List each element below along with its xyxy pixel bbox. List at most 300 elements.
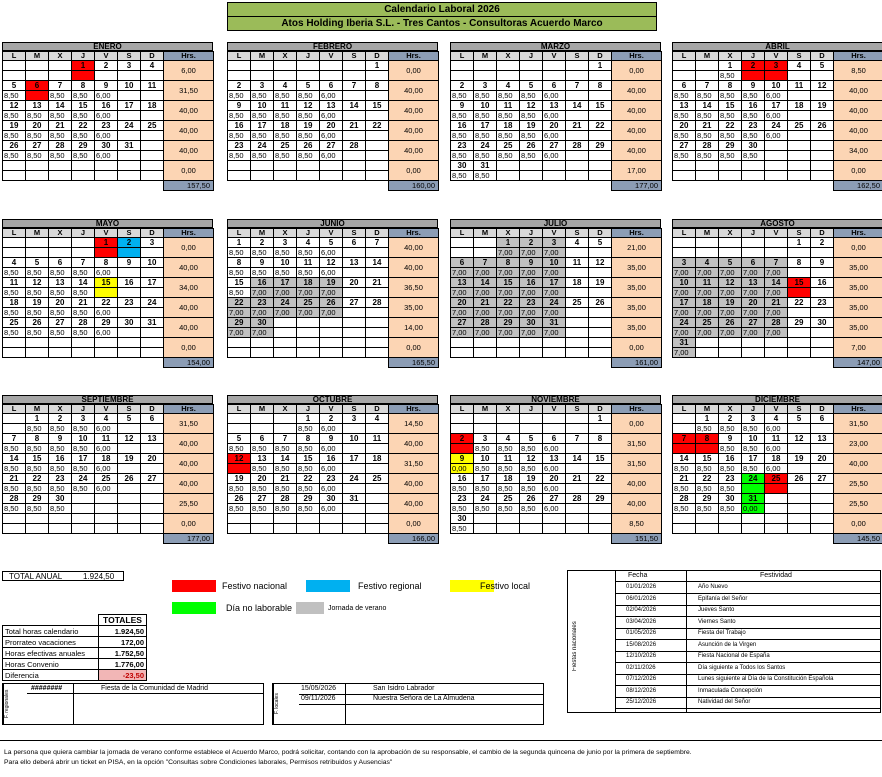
national-date: 07/12/2026 <box>626 676 657 682</box>
day-number: 6 <box>811 414 834 424</box>
day-number: 13 <box>49 278 72 288</box>
month-total: 154,00 <box>164 358 214 368</box>
day-hours <box>228 524 251 534</box>
day-hours: 7,00 <box>228 308 251 318</box>
day-number <box>520 514 543 524</box>
day-header: L <box>451 52 474 61</box>
month-total: 147,00 <box>834 358 882 368</box>
day-number <box>719 514 742 524</box>
day-header: J <box>72 52 95 61</box>
totales-value: 1.752,50 <box>99 648 147 659</box>
day-number: 16 <box>95 101 118 111</box>
day-hours <box>26 524 49 534</box>
day-hours <box>566 288 589 298</box>
day-number: 20 <box>451 298 474 308</box>
day-number <box>589 161 612 171</box>
day-hours <box>811 308 834 318</box>
day-hours <box>811 131 834 141</box>
day-number <box>696 161 719 171</box>
day-hours: 8,50 <box>72 328 95 338</box>
day-number <box>742 514 765 524</box>
day-number: 12 <box>3 101 26 111</box>
day-hours: 8,50 <box>49 131 72 141</box>
day-header: X <box>49 229 72 238</box>
month-title: JULIO <box>450 219 661 228</box>
week-hours: 40,00 <box>834 101 882 121</box>
day-hours <box>366 91 389 101</box>
week-hours: 14,00 <box>389 318 439 338</box>
day-hours: 8,50 <box>26 328 49 338</box>
day-hours: 8,50 <box>719 111 742 121</box>
day-hours <box>566 464 589 474</box>
day-hours: 7,00 <box>274 308 297 318</box>
day-hours <box>26 348 49 358</box>
day-hours: 8,50 <box>72 464 95 474</box>
day-header: J <box>742 405 765 414</box>
day-hours <box>72 171 95 181</box>
day-number <box>343 161 366 171</box>
week-hours: 40,00 <box>164 298 214 318</box>
day-number: 19 <box>26 298 49 308</box>
day-number: 16 <box>451 121 474 131</box>
day-number <box>141 141 164 151</box>
national-date: 02/04/2026 <box>626 607 657 613</box>
day-number: 10 <box>742 434 765 444</box>
day-hours <box>474 424 497 434</box>
week-hours: 0,00 <box>612 338 662 358</box>
day-hours <box>320 171 343 181</box>
day-hours <box>95 248 118 258</box>
day-number <box>26 338 49 348</box>
day-hours: 8,50 <box>696 91 719 101</box>
day-hours: 8,50 <box>49 444 72 454</box>
day-number: 3 <box>274 238 297 248</box>
day-hours <box>343 268 366 278</box>
day-hours <box>118 91 141 101</box>
day-hours: 8,50 <box>719 91 742 101</box>
day-number: 24 <box>474 141 497 151</box>
day-hours: 6,00 <box>543 484 566 494</box>
day-hours <box>343 91 366 101</box>
day-number <box>228 414 251 424</box>
day-number: 28 <box>765 318 788 328</box>
day-number <box>673 161 696 171</box>
day-hours <box>49 171 72 181</box>
day-hours <box>742 171 765 181</box>
day-header: J <box>72 405 95 414</box>
day-number: 17 <box>765 101 788 111</box>
day-number <box>719 338 742 348</box>
day-number <box>49 514 72 524</box>
day-number: 17 <box>343 454 366 464</box>
day-number: 26 <box>811 121 834 131</box>
day-hours <box>141 111 164 121</box>
day-number: 16 <box>251 278 274 288</box>
day-header: V <box>95 52 118 61</box>
month-title: ABRIL <box>672 42 882 51</box>
day-hours <box>72 504 95 514</box>
national-side-label: Fiestas nacionales <box>572 621 578 671</box>
day-hours: 8,50 <box>742 424 765 434</box>
day-number <box>474 338 497 348</box>
day-hours <box>118 424 141 434</box>
day-number: 22 <box>696 474 719 484</box>
day-hours <box>589 308 612 318</box>
day-hours <box>141 424 164 434</box>
day-number: 27 <box>543 494 566 504</box>
day-hours: 8,50 <box>497 464 520 474</box>
day-hours <box>274 524 297 534</box>
day-number: 4 <box>497 434 520 444</box>
day-number <box>520 161 543 171</box>
day-hours: 7,00 <box>497 248 520 258</box>
day-header: L <box>673 229 696 238</box>
day-number: 6 <box>251 434 274 444</box>
day-hours <box>589 328 612 338</box>
day-header: V <box>320 405 343 414</box>
day-number <box>49 238 72 248</box>
day-number: 31 <box>343 494 366 504</box>
national-name: Natividad del Señor <box>698 699 751 705</box>
week-hours: 40,00 <box>834 81 882 101</box>
day-hours <box>95 504 118 514</box>
day-number: 8 <box>497 258 520 268</box>
day-number <box>26 161 49 171</box>
day-hours <box>141 308 164 318</box>
month-julio <box>450 219 661 388</box>
day-number: 15 <box>589 454 612 464</box>
day-hours: 7,00 <box>543 328 566 338</box>
day-hours: 8,50 <box>49 151 72 161</box>
day-header: V <box>320 52 343 61</box>
day-number: 28 <box>49 141 72 151</box>
day-hours <box>118 484 141 494</box>
day-hours <box>95 524 118 534</box>
day-hours: 7,00 <box>765 328 788 338</box>
day-hours <box>320 524 343 534</box>
day-hours: 8,50 <box>274 484 297 494</box>
day-header: X <box>274 405 297 414</box>
totales-value: 172,00 <box>99 637 147 648</box>
day-hours: 7,00 <box>251 328 274 338</box>
day-number <box>742 338 765 348</box>
day-number: 5 <box>228 434 251 444</box>
day-number <box>366 141 389 151</box>
day-hours: 8,50 <box>451 171 474 181</box>
day-hours <box>141 91 164 101</box>
day-hours <box>228 171 251 181</box>
national-date: 15/08/2026 <box>626 641 657 648</box>
day-hours: 8,50 <box>26 111 49 121</box>
day-hours <box>118 464 141 474</box>
day-number: 21 <box>566 121 589 131</box>
day-hours <box>118 131 141 141</box>
day-number: 1 <box>95 238 118 248</box>
day-hours: 6,00 <box>95 131 118 141</box>
national-date: 12/10/2026 <box>626 653 657 659</box>
day-hours: 8,50 <box>719 444 742 454</box>
month-total: 151,50 <box>612 534 662 544</box>
day-hours <box>765 71 788 81</box>
day-number: 2 <box>719 414 742 424</box>
day-header: S <box>343 405 366 414</box>
month-table <box>2 51 214 191</box>
month-title: DICIEMBRE <box>672 395 882 404</box>
day-number: 2 <box>118 238 141 248</box>
day-number <box>543 161 566 171</box>
day-number: 6 <box>673 81 696 91</box>
day-number: 8 <box>72 81 95 91</box>
day-hours: 8,50 <box>742 151 765 161</box>
month-table <box>672 404 882 544</box>
day-hours <box>811 268 834 278</box>
month-table <box>227 228 439 368</box>
totales-diferencia-value: -23,50 <box>99 670 147 681</box>
day-header: L <box>3 52 26 61</box>
day-number: 8 <box>589 434 612 444</box>
week-hours: 31,50 <box>612 434 662 454</box>
day-number: 19 <box>719 298 742 308</box>
day-hours: 8,50 <box>520 151 543 161</box>
day-number <box>343 514 366 524</box>
day-hours <box>26 91 49 101</box>
national-name: Viernes Santo <box>698 618 736 625</box>
footnote-line-2: Para ello deberá abrir un ticket en PISA, en la opción "Consultas sobre Condiciones laborales, Permisos retribuidos y Ausencias" <box>4 759 393 766</box>
day-header: S <box>566 229 589 238</box>
day-hours: 8,50 <box>719 504 742 514</box>
day-number: 10 <box>274 258 297 268</box>
day-hours: 8,50 <box>451 484 474 494</box>
day-hours <box>589 424 612 434</box>
day-hours <box>520 348 543 358</box>
day-number: 4 <box>274 81 297 91</box>
day-hours <box>788 91 811 101</box>
day-hours: 8,50 <box>520 91 543 101</box>
week-hours: 31,50 <box>164 414 214 434</box>
day-number <box>788 338 811 348</box>
day-header: Hrs. <box>389 229 439 238</box>
day-number: 9 <box>811 258 834 268</box>
day-hours <box>788 308 811 318</box>
day-number: 22 <box>72 121 95 131</box>
day-header: L <box>3 405 26 414</box>
day-number: 15 <box>366 101 389 111</box>
day-number: 12 <box>320 258 343 268</box>
week-hours: 40,00 <box>389 81 439 101</box>
week-hours: 40,00 <box>612 141 662 161</box>
day-hours: 8,50 <box>274 248 297 258</box>
day-header: M <box>251 52 274 61</box>
day-hours <box>566 71 589 81</box>
day-number: 7 <box>49 81 72 91</box>
day-number: 22 <box>788 298 811 308</box>
day-number: 18 <box>141 101 164 111</box>
day-number: 22 <box>497 298 520 308</box>
day-number: 25 <box>765 474 788 484</box>
day-number: 28 <box>566 494 589 504</box>
regional-festivos-box <box>2 683 264 725</box>
day-hours: 8,50 <box>696 504 719 514</box>
day-hours <box>366 288 389 298</box>
day-number <box>274 161 297 171</box>
week-hours: 40,00 <box>389 258 439 278</box>
day-number <box>811 141 834 151</box>
day-hours <box>366 348 389 358</box>
day-number: 29 <box>589 494 612 504</box>
day-header: J <box>72 229 95 238</box>
day-number: 30 <box>118 318 141 328</box>
week-hours: 40,00 <box>389 101 439 121</box>
day-number <box>497 61 520 71</box>
day-hours <box>366 524 389 534</box>
day-hours: 8,50 <box>297 424 320 434</box>
day-hours: 6,00 <box>765 131 788 141</box>
day-number: 31 <box>118 141 141 151</box>
day-hours <box>719 171 742 181</box>
day-number: 7 <box>474 258 497 268</box>
day-hours <box>251 171 274 181</box>
day-number: 4 <box>788 61 811 71</box>
day-hours <box>811 171 834 181</box>
day-hours: 6,00 <box>543 464 566 474</box>
day-hours: 7,00 <box>696 268 719 278</box>
day-number: 2 <box>451 81 474 91</box>
day-hours <box>366 484 389 494</box>
day-number: 11 <box>366 434 389 444</box>
day-hours <box>589 504 612 514</box>
day-hours <box>589 444 612 454</box>
day-number: 31 <box>742 494 765 504</box>
day-hours: 8,50 <box>474 111 497 121</box>
day-hours: 8,50 <box>696 111 719 121</box>
day-number: 23 <box>520 298 543 308</box>
day-number: 29 <box>26 494 49 504</box>
day-number <box>520 61 543 71</box>
day-number: 17 <box>141 278 164 288</box>
week-hours: 40,00 <box>834 454 882 474</box>
day-hours: 8,50 <box>297 484 320 494</box>
day-hours: 8,50 <box>251 131 274 141</box>
week-hours: 35,00 <box>834 318 882 338</box>
day-number: 24 <box>543 298 566 308</box>
day-hours <box>811 444 834 454</box>
month-total: 165,50 <box>389 358 439 368</box>
day-hours: 8,50 <box>49 328 72 338</box>
day-number: 21 <box>72 298 95 308</box>
day-hours <box>343 308 366 318</box>
month-noviembre <box>450 395 661 564</box>
day-number <box>3 514 26 524</box>
local-name: Nuestra Señora de La Almudena <box>373 695 475 702</box>
day-header: Hrs. <box>389 405 439 414</box>
day-hours <box>274 71 297 81</box>
day-number: 4 <box>366 414 389 424</box>
month-total: 177,00 <box>612 181 662 191</box>
day-hours <box>788 71 811 81</box>
day-number <box>520 338 543 348</box>
day-hours: 7,00 <box>543 248 566 258</box>
day-number: 28 <box>72 318 95 328</box>
day-hours <box>26 248 49 258</box>
day-hours <box>474 248 497 258</box>
day-hours: 8,50 <box>49 91 72 101</box>
day-hours <box>141 288 164 298</box>
day-hours <box>343 464 366 474</box>
day-number <box>765 141 788 151</box>
day-number: 8 <box>228 258 251 268</box>
day-number: 29 <box>788 318 811 328</box>
day-number: 5 <box>788 414 811 424</box>
day-hours <box>141 464 164 474</box>
national-festivos-box <box>567 570 881 713</box>
day-hours: 8,50 <box>3 328 26 338</box>
day-hours: 8,50 <box>3 131 26 141</box>
day-header: L <box>451 405 474 414</box>
day-number <box>274 61 297 71</box>
day-hours: 8,50 <box>719 131 742 141</box>
day-number: 30 <box>251 318 274 328</box>
day-hours <box>520 424 543 434</box>
day-number: 21 <box>566 474 589 484</box>
day-number <box>811 494 834 504</box>
day-number: 27 <box>320 141 343 151</box>
day-hours: 8,50 <box>3 464 26 474</box>
day-number: 2 <box>451 434 474 444</box>
day-hours <box>366 308 389 318</box>
day-hours <box>118 268 141 278</box>
day-hours: 8,50 <box>451 91 474 101</box>
day-hours: 6,00 <box>320 111 343 121</box>
day-number: 14 <box>3 454 26 464</box>
day-hours: 7,00 <box>320 288 343 298</box>
day-hours: 8,50 <box>673 484 696 494</box>
day-number: 14 <box>474 278 497 288</box>
national-name: Año Nuevo <box>698 584 728 590</box>
week-hours: 21,00 <box>612 238 662 258</box>
day-header: Hrs. <box>612 52 662 61</box>
day-hours <box>566 111 589 121</box>
day-number: 28 <box>566 141 589 151</box>
day-header: L <box>673 52 696 61</box>
day-header: V <box>765 405 788 414</box>
day-number <box>141 514 164 524</box>
month-title: AGOSTO <box>672 219 882 228</box>
week-hours: 25,50 <box>834 474 882 494</box>
day-hours: 6,00 <box>765 424 788 434</box>
day-number: 14 <box>343 101 366 111</box>
week-hours: 0,00 <box>164 161 214 181</box>
day-number <box>228 161 251 171</box>
month-title: SEPTIEMBRE <box>2 395 213 404</box>
day-hours <box>118 348 141 358</box>
day-number: 12 <box>811 81 834 91</box>
day-number <box>141 161 164 171</box>
day-number: 11 <box>297 258 320 268</box>
day-header: X <box>49 52 72 61</box>
day-hours <box>343 151 366 161</box>
legend-local: Festivo local <box>480 581 531 591</box>
day-hours <box>118 288 141 298</box>
day-number <box>497 161 520 171</box>
day-number <box>589 318 612 328</box>
day-hours: 8,50 <box>26 424 49 434</box>
day-hours <box>343 348 366 358</box>
day-hours: 6,00 <box>95 151 118 161</box>
day-hours: 8,50 <box>719 484 742 494</box>
day-hours <box>788 248 811 258</box>
day-hours: 6,00 <box>95 308 118 318</box>
day-header: V <box>543 229 566 238</box>
